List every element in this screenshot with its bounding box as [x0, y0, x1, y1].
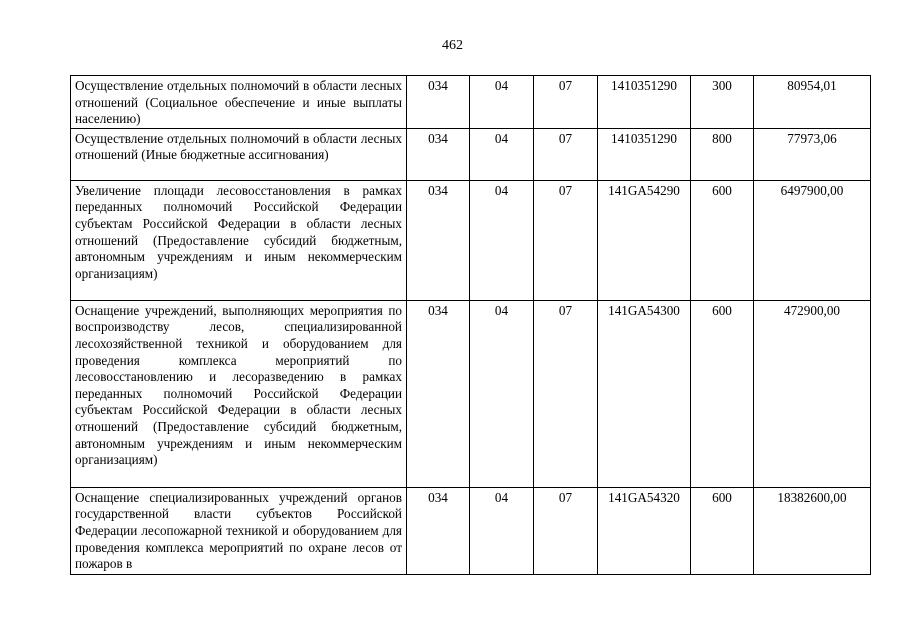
section-code: 04: [470, 76, 534, 129]
target-article-code: 141GA54320: [598, 487, 691, 574]
section-code: 04: [470, 180, 534, 300]
row-description: Оснащение учреждений, выполняющих мероприятия по воспроизводству лесов, специализированной лесохозяйственной техникой и оборудованием для проведения комплекса мероприятий по лесовосстановлению и лесоразведению в рамках переданных полномочий Российской Федерации субъектам Российской Федерации в области лесных отношений (Предоставление субсидий бюджетным, автономным учреждениям и иным некоммерческим организациям): [71, 300, 407, 487]
target-article-code: 141GA54300: [598, 300, 691, 487]
ministry-code: 034: [407, 76, 470, 129]
amount: 77973,06: [754, 128, 871, 180]
table-row: [71, 128, 871, 180]
ministry-code: 034: [407, 180, 470, 300]
target-article-code: 141GA54290: [598, 180, 691, 300]
table-row: [71, 180, 871, 300]
subsection-code: 07: [534, 128, 598, 180]
page-number: 462: [442, 38, 463, 53]
subsection-code: 07: [534, 76, 598, 129]
target-article-code: 1410351290: [598, 76, 691, 129]
table-row: [71, 487, 871, 574]
ministry-code: 034: [407, 487, 470, 574]
expense-type-code: 600: [691, 487, 754, 574]
row-description: Осуществление отдельных полномочий в области лесных отношений (Иные бюджетные ассигнования): [71, 128, 407, 180]
ministry-code: 034: [407, 128, 470, 180]
section-code: 04: [470, 128, 534, 180]
amount: 18382600,00: [754, 487, 871, 574]
subsection-code: 07: [534, 300, 598, 487]
section-code: 04: [470, 300, 534, 487]
section-code: 04: [470, 487, 534, 574]
expense-type-code: 600: [691, 180, 754, 300]
amount: 6497900,00: [754, 180, 871, 300]
subsection-code: 07: [534, 180, 598, 300]
expense-type-code: 300: [691, 76, 754, 129]
row-description: Оснащение специализированных учреждений органов государственной власти субъектов Российской Федерации лесопожарной техникой и оборудованием для проведения комплекса мероприятий по охране лесов от пожаров в: [71, 487, 407, 574]
table-row: [71, 300, 871, 487]
amount: 472900,00: [754, 300, 871, 487]
ministry-code: 034: [407, 300, 470, 487]
row-description: Осуществление отдельных полномочий в области лесных отношений (Социальное обеспечение и иные выплаты населению): [71, 76, 407, 129]
budget-table: [70, 75, 871, 575]
table-row: [71, 76, 871, 129]
row-description: Увеличение площади лесовосстановления в рамках переданных полномочий Российской Федерации субъектам Российской Федерации в области лесных отношений (Предоставление субсидий бюджетным, автономным учреждениям и иным некоммерческим организациям): [71, 180, 407, 300]
subsection-code: 07: [534, 487, 598, 574]
expense-type-code: 800: [691, 128, 754, 180]
amount: 80954,01: [754, 76, 871, 129]
target-article-code: 1410351290: [598, 128, 691, 180]
expense-type-code: 600: [691, 300, 754, 487]
